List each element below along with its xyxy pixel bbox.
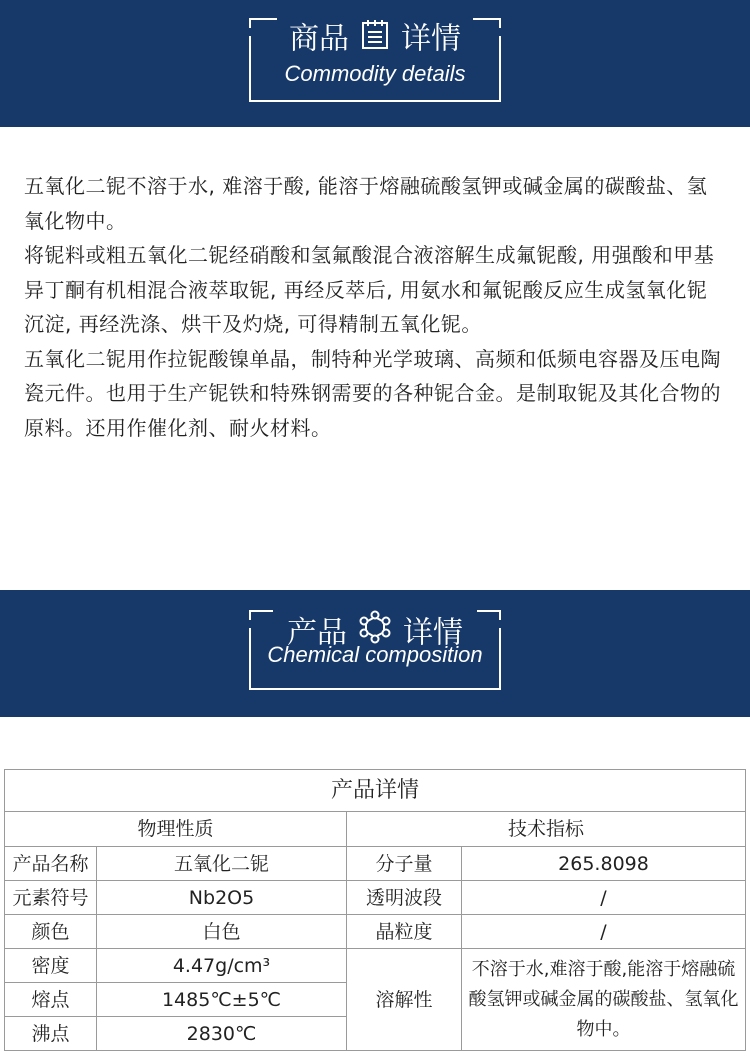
col-technical-specs: 技术指标 — [347, 812, 746, 847]
col-physical-properties: 物理性质 — [5, 812, 347, 847]
table-title-row — [5, 770, 746, 812]
table-row — [5, 915, 746, 949]
row-label: 沸点 — [5, 1017, 97, 1051]
chemical-composition-banner — [0, 590, 750, 717]
section2-title-left: 产品 — [287, 615, 347, 651]
row-label: 密度 — [5, 949, 97, 983]
row-value: 白色 — [97, 915, 347, 949]
table-row — [5, 881, 746, 915]
row-value: 五氧化二铌 — [97, 847, 347, 881]
row-value: Nb2O5 — [97, 881, 347, 915]
description-paragraph-3: 五氧化二铌用作拉铌酸镍单晶，制特种光学玻璃、高频和低频电容器及压电陶瓷元件。也用于生产铌铁和特殊钢需要的各种铌合金。是制取铌及其化合物的原料。还用作催化剂、耐火材料。 — [24, 346, 721, 440]
row-value: 1485℃±5℃ — [97, 983, 347, 1017]
section2-subtitle: Chemical composition — [267, 642, 483, 667]
row-value2: / — [462, 881, 746, 915]
product-details-table — [4, 769, 746, 1051]
row-value2: / — [462, 915, 746, 949]
row-label: 熔点 — [5, 983, 97, 1017]
title-frame — [249, 610, 501, 690]
product-table-wrapper — [0, 717, 750, 1051]
title-frame — [249, 18, 501, 102]
solubility-label: 溶解性 — [347, 949, 462, 1051]
product-description — [0, 127, 750, 590]
section1-title-left: 商品 — [289, 21, 349, 57]
row-label2: 晶粒度 — [347, 915, 462, 949]
table-row — [5, 949, 746, 983]
table-row — [5, 847, 746, 881]
section1-title — [249, 18, 501, 61]
row-label: 颜色 — [5, 915, 97, 949]
row-label2: 透明波段 — [347, 881, 462, 915]
row-value2: 265.8098 — [462, 847, 746, 881]
solubility-value: 不溶于水,难溶于酸,能溶于熔融硫酸氢钾或碱金属的碳酸盐、氢氧化物中。 — [462, 949, 746, 1051]
table-subheader-row — [5, 812, 746, 847]
section1-subtitle: Commodity details — [284, 61, 466, 86]
commodity-details-banner — [0, 0, 750, 127]
description-paragraph-1: 五氧化二铌不溶于水, 难溶于酸, 能溶于熔融硫酸氢钾或碱金属的碳酸盐、氢氧化物中。 — [24, 174, 708, 233]
table-title: 产品详情 — [5, 770, 746, 812]
notepad-icon — [359, 18, 391, 61]
section1-title-right: 详情 — [401, 21, 461, 57]
row-value: 2830℃ — [97, 1017, 347, 1051]
row-label: 产品名称 — [5, 847, 97, 881]
row-value: 4.47g/cm³ — [97, 949, 347, 983]
row-label2: 分子量 — [347, 847, 462, 881]
row-label: 元素符号 — [5, 881, 97, 915]
section2-title-right: 详情 — [403, 615, 463, 651]
description-paragraph-2: 将铌料或粗五氧化二铌经硝酸和氢氟酸混合液溶解生成氟铌酸, 用强酸和甲基异丁酮有机相混合液萃取铌, 再经反萃后, 用氨水和氟铌酸反应生成氢氧化铌沉淀, 再经洗涤、烘干及灼烧, 可得精制五氧化铌。 — [24, 243, 715, 336]
